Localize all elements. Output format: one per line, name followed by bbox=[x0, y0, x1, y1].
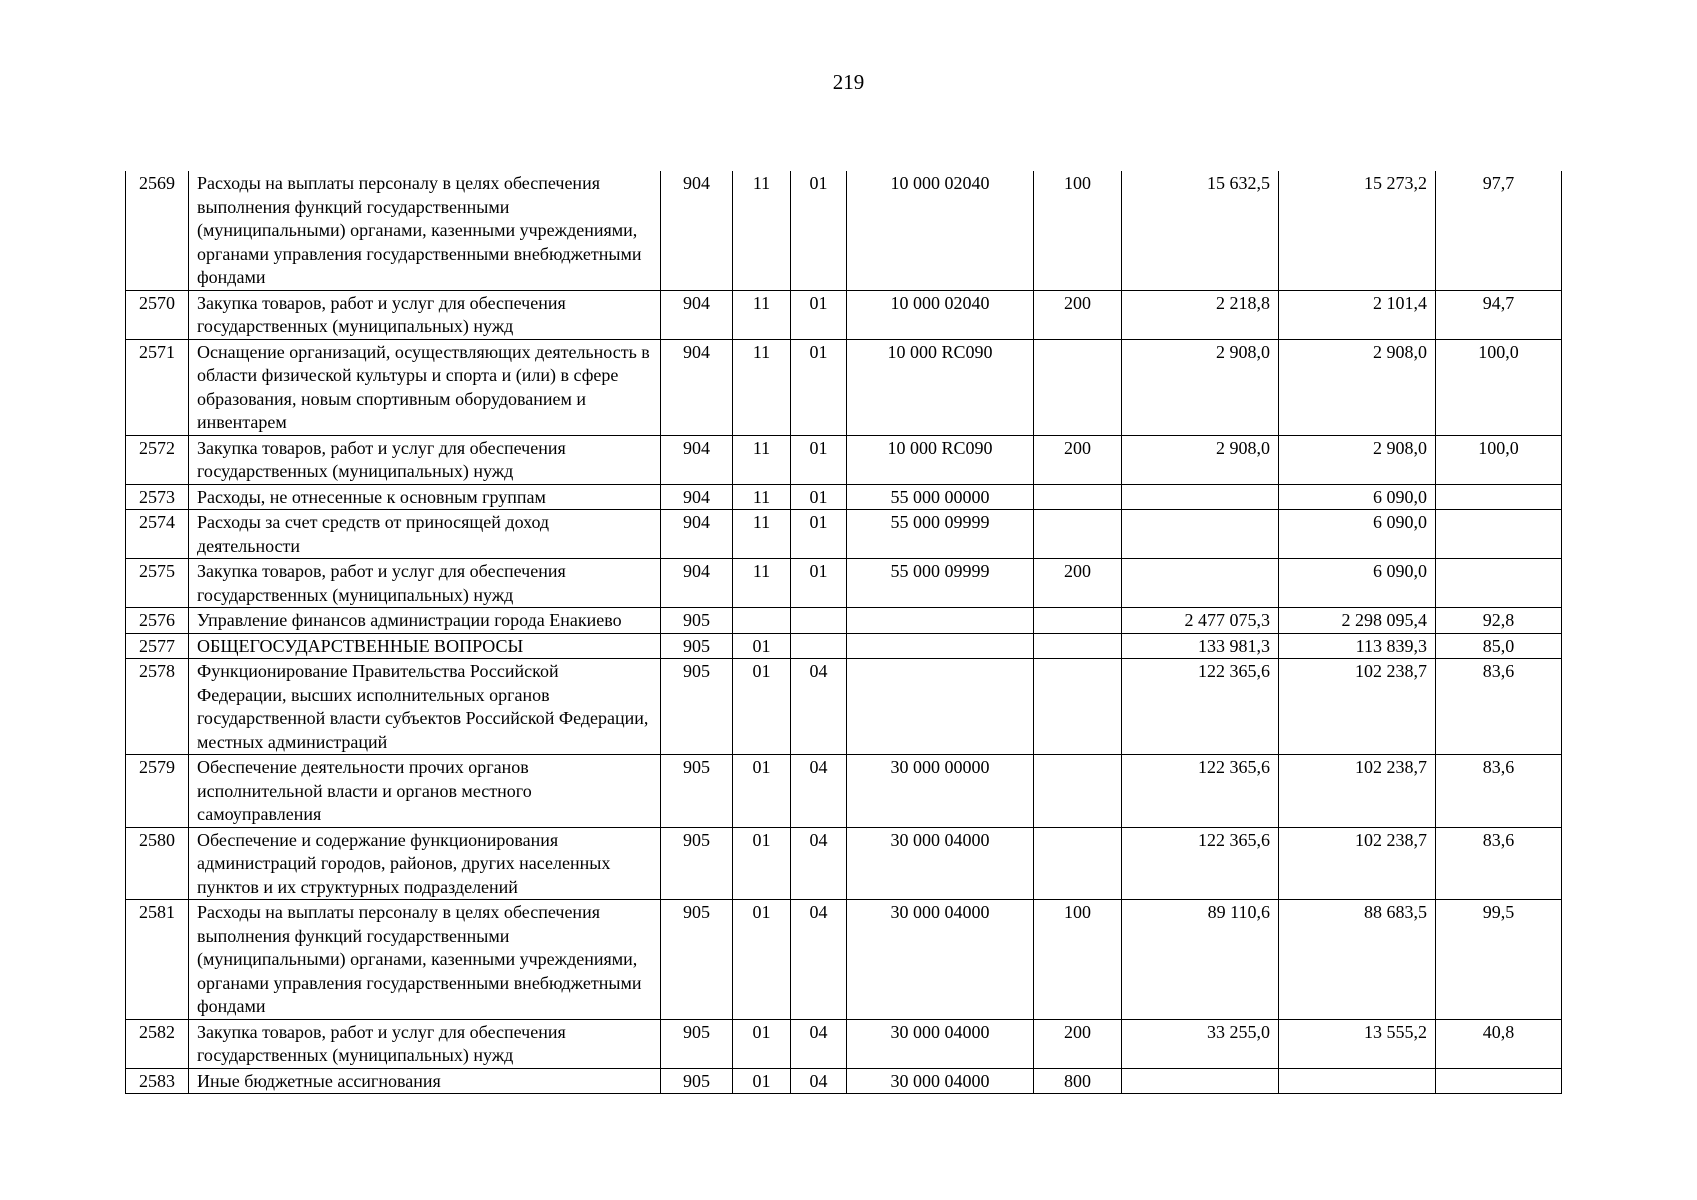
row-number: 2580 bbox=[126, 827, 189, 900]
row-planned-amount bbox=[1122, 559, 1279, 608]
row-percent: 85,0 bbox=[1436, 633, 1562, 659]
row-department-code: 905 bbox=[661, 633, 733, 659]
row-actual-amount: 2 298 095,4 bbox=[1279, 608, 1436, 634]
row-planned-amount: 122 365,6 bbox=[1122, 827, 1279, 900]
table-row bbox=[126, 559, 1562, 608]
table-row bbox=[126, 900, 1562, 1020]
row-number: 2570 bbox=[126, 290, 189, 339]
row-name: Закупка товаров, работ и услуг для обеспечения государственных (муниципальных) нужд bbox=[189, 559, 661, 608]
row-section-code bbox=[733, 608, 791, 634]
table-row bbox=[126, 171, 1562, 290]
row-department-code: 905 bbox=[661, 827, 733, 900]
row-planned-amount: 2 908,0 bbox=[1122, 339, 1279, 435]
row-department-code: 904 bbox=[661, 435, 733, 484]
row-section-code: 11 bbox=[733, 559, 791, 608]
row-expense-type bbox=[1034, 755, 1122, 828]
row-expense-type bbox=[1034, 510, 1122, 559]
row-percent: 83,6 bbox=[1436, 659, 1562, 755]
row-number: 2578 bbox=[126, 659, 189, 755]
row-percent: 40,8 bbox=[1436, 1019, 1562, 1068]
row-percent bbox=[1436, 510, 1562, 559]
row-percent: 94,7 bbox=[1436, 290, 1562, 339]
page-number: 219 bbox=[832, 70, 865, 94]
row-number: 2579 bbox=[126, 755, 189, 828]
row-section-code: 11 bbox=[733, 484, 791, 510]
row-section-code: 11 bbox=[733, 435, 791, 484]
row-section-code: 01 bbox=[733, 1068, 791, 1094]
row-number: 2573 bbox=[126, 484, 189, 510]
row-actual-amount: 102 238,7 bbox=[1279, 659, 1436, 755]
row-name: Закупка товаров, работ и услуг для обеспечения государственных (муниципальных) нужд bbox=[189, 1019, 661, 1068]
row-planned-amount: 2 218,8 bbox=[1122, 290, 1279, 339]
row-name: Управление финансов администрации города Енакиево bbox=[189, 608, 661, 634]
row-percent: 83,6 bbox=[1436, 755, 1562, 828]
row-expense-type: 200 bbox=[1034, 435, 1122, 484]
row-number: 2571 bbox=[126, 339, 189, 435]
row-section-code: 01 bbox=[733, 633, 791, 659]
row-name: Закупка товаров, работ и услуг для обеспечения государственных (муниципальных) нужд bbox=[189, 290, 661, 339]
table-row bbox=[126, 290, 1562, 339]
table-row bbox=[126, 339, 1562, 435]
row-expense-type: 800 bbox=[1034, 1068, 1122, 1094]
row-actual-amount: 2 101,4 bbox=[1279, 290, 1436, 339]
table-row bbox=[126, 1019, 1562, 1068]
row-actual-amount: 102 238,7 bbox=[1279, 827, 1436, 900]
row-subsection-code: 04 bbox=[791, 1068, 847, 1094]
row-number: 2583 bbox=[126, 1068, 189, 1094]
row-department-code: 904 bbox=[661, 559, 733, 608]
row-actual-amount: 13 555,2 bbox=[1279, 1019, 1436, 1068]
row-planned-amount: 2 908,0 bbox=[1122, 435, 1279, 484]
row-actual-amount: 6 090,0 bbox=[1279, 559, 1436, 608]
row-subsection-code: 01 bbox=[791, 559, 847, 608]
row-number: 2581 bbox=[126, 900, 189, 1020]
row-subsection-code: 04 bbox=[791, 659, 847, 755]
row-actual-amount: 2 908,0 bbox=[1279, 339, 1436, 435]
row-subsection-code: 04 bbox=[791, 755, 847, 828]
row-section-code: 01 bbox=[733, 827, 791, 900]
row-subsection-code: 01 bbox=[791, 484, 847, 510]
row-department-code: 905 bbox=[661, 659, 733, 755]
row-department-code: 905 bbox=[661, 608, 733, 634]
row-subsection-code: 01 bbox=[791, 171, 847, 290]
row-target-article bbox=[847, 633, 1034, 659]
row-actual-amount: 2 908,0 bbox=[1279, 435, 1436, 484]
row-expense-type bbox=[1034, 608, 1122, 634]
row-actual-amount: 6 090,0 bbox=[1279, 510, 1436, 559]
row-expense-type bbox=[1034, 339, 1122, 435]
row-planned-amount: 2 477 075,3 bbox=[1122, 608, 1279, 634]
row-section-code: 01 bbox=[733, 1019, 791, 1068]
row-percent: 92,8 bbox=[1436, 608, 1562, 634]
row-target-article: 55 000 09999 bbox=[847, 510, 1034, 559]
row-number: 2582 bbox=[126, 1019, 189, 1068]
row-name: Расходы, не отнесенные к основным группам bbox=[189, 484, 661, 510]
row-subsection-code: 01 bbox=[791, 510, 847, 559]
row-name: Расходы за счет средств от приносящей доход деятельности bbox=[189, 510, 661, 559]
row-name: Закупка товаров, работ и услуг для обеспечения государственных (муниципальных) нужд bbox=[189, 435, 661, 484]
row-actual-amount: 113 839,3 bbox=[1279, 633, 1436, 659]
row-planned-amount: 33 255,0 bbox=[1122, 1019, 1279, 1068]
row-department-code: 905 bbox=[661, 755, 733, 828]
row-expense-type: 100 bbox=[1034, 171, 1122, 290]
row-expense-type: 200 bbox=[1034, 559, 1122, 608]
row-expense-type bbox=[1034, 827, 1122, 900]
row-subsection-code: 04 bbox=[791, 900, 847, 1020]
row-department-code: 904 bbox=[661, 510, 733, 559]
table-row bbox=[126, 435, 1562, 484]
row-target-article: 30 000 04000 bbox=[847, 1019, 1034, 1068]
row-section-code: 11 bbox=[733, 171, 791, 290]
row-expense-type: 100 bbox=[1034, 900, 1122, 1020]
row-planned-amount bbox=[1122, 510, 1279, 559]
row-name: Иные бюджетные ассигнования bbox=[189, 1068, 661, 1094]
row-department-code: 904 bbox=[661, 339, 733, 435]
row-percent: 99,5 bbox=[1436, 900, 1562, 1020]
row-number: 2569 bbox=[126, 171, 189, 290]
row-percent: 100,0 bbox=[1436, 435, 1562, 484]
table-row bbox=[126, 484, 1562, 510]
row-planned-amount bbox=[1122, 484, 1279, 510]
row-section-code: 11 bbox=[733, 339, 791, 435]
row-department-code: 904 bbox=[661, 290, 733, 339]
row-department-code: 905 bbox=[661, 900, 733, 1020]
table-row bbox=[126, 755, 1562, 828]
row-section-code: 01 bbox=[733, 900, 791, 1020]
row-name: Оснащение организаций, осуществляющих деятельность в области физической культуры и спорта и (или) в сфере образования, новым спортивным оборудованием и инвентарем bbox=[189, 339, 661, 435]
row-subsection-code: 01 bbox=[791, 435, 847, 484]
row-expense-type bbox=[1034, 659, 1122, 755]
row-actual-amount: 6 090,0 bbox=[1279, 484, 1436, 510]
row-target-article: 10 000 RC090 bbox=[847, 339, 1034, 435]
row-department-code: 905 bbox=[661, 1019, 733, 1068]
row-planned-amount: 133 981,3 bbox=[1122, 633, 1279, 659]
row-department-code: 904 bbox=[661, 171, 733, 290]
table-row bbox=[126, 633, 1562, 659]
row-expense-type bbox=[1034, 633, 1122, 659]
row-planned-amount: 122 365,6 bbox=[1122, 659, 1279, 755]
row-expense-type bbox=[1034, 484, 1122, 510]
row-subsection-code: 01 bbox=[791, 290, 847, 339]
row-subsection-code bbox=[791, 608, 847, 634]
row-section-code: 11 bbox=[733, 510, 791, 559]
row-actual-amount: 88 683,5 bbox=[1279, 900, 1436, 1020]
row-target-article bbox=[847, 659, 1034, 755]
row-name: Обеспечение и содержание функционирования администраций городов, районов, других населенных пунктов и их структурных подразделений bbox=[189, 827, 661, 900]
row-planned-amount: 89 110,6 bbox=[1122, 900, 1279, 1020]
row-name: ОБЩЕГОСУДАРСТВЕННЫЕ ВОПРОСЫ bbox=[189, 633, 661, 659]
row-percent bbox=[1436, 1068, 1562, 1094]
row-actual-amount: 15 273,2 bbox=[1279, 171, 1436, 290]
row-target-article: 10 000 RC090 bbox=[847, 435, 1034, 484]
row-expense-type: 200 bbox=[1034, 1019, 1122, 1068]
row-actual-amount bbox=[1279, 1068, 1436, 1094]
row-percent bbox=[1436, 559, 1562, 608]
row-percent: 83,6 bbox=[1436, 827, 1562, 900]
row-percent bbox=[1436, 484, 1562, 510]
row-department-code: 905 bbox=[661, 1068, 733, 1094]
row-number: 2577 bbox=[126, 633, 189, 659]
row-percent: 97,7 bbox=[1436, 171, 1562, 290]
row-name: Расходы на выплаты персоналу в целях обеспечения выполнения функций государственными (муниципальными) органами, казенными учреждениями, органами управления государственными внебюджетными фондами bbox=[189, 171, 661, 290]
row-target-article: 10 000 02040 bbox=[847, 171, 1034, 290]
budget-table bbox=[125, 171, 1562, 1094]
row-actual-amount: 102 238,7 bbox=[1279, 755, 1436, 828]
row-planned-amount bbox=[1122, 1068, 1279, 1094]
table-row bbox=[126, 827, 1562, 900]
row-number: 2575 bbox=[126, 559, 189, 608]
row-planned-amount: 122 365,6 bbox=[1122, 755, 1279, 828]
row-subsection-code bbox=[791, 633, 847, 659]
table-row bbox=[126, 659, 1562, 755]
row-name: Расходы на выплаты персоналу в целях обеспечения выполнения функций государственными (муниципальными) органами, казенными учреждениями, органами управления государственными внебюджетными фондами bbox=[189, 900, 661, 1020]
row-target-article: 30 000 04000 bbox=[847, 1068, 1034, 1094]
row-number: 2572 bbox=[126, 435, 189, 484]
row-target-article: 30 000 04000 bbox=[847, 900, 1034, 1020]
row-target-article: 30 000 00000 bbox=[847, 755, 1034, 828]
row-target-article: 55 000 00000 bbox=[847, 484, 1034, 510]
table-row bbox=[126, 1068, 1562, 1094]
row-section-code: 01 bbox=[733, 659, 791, 755]
table-row bbox=[126, 510, 1562, 559]
row-target-article: 10 000 02040 bbox=[847, 290, 1034, 339]
table-row bbox=[126, 608, 1562, 634]
row-section-code: 01 bbox=[733, 755, 791, 828]
row-target-article bbox=[847, 608, 1034, 634]
row-name: Функционирование Правительства Российской Федерации, высших исполнительных органов государственной власти субъектов Российской Федерации, местных администраций bbox=[189, 659, 661, 755]
row-subsection-code: 04 bbox=[791, 827, 847, 900]
row-target-article: 55 000 09999 bbox=[847, 559, 1034, 608]
row-number: 2576 bbox=[126, 608, 189, 634]
row-planned-amount: 15 632,5 bbox=[1122, 171, 1279, 290]
row-number: 2574 bbox=[126, 510, 189, 559]
row-subsection-code: 01 bbox=[791, 339, 847, 435]
row-name: Обеспечение деятельности прочих органов исполнительной власти и органов местного самоуправления bbox=[189, 755, 661, 828]
row-percent: 100,0 bbox=[1436, 339, 1562, 435]
row-expense-type: 200 bbox=[1034, 290, 1122, 339]
row-section-code: 11 bbox=[733, 290, 791, 339]
row-target-article: 30 000 04000 bbox=[847, 827, 1034, 900]
row-subsection-code: 04 bbox=[791, 1019, 847, 1068]
row-department-code: 904 bbox=[661, 484, 733, 510]
